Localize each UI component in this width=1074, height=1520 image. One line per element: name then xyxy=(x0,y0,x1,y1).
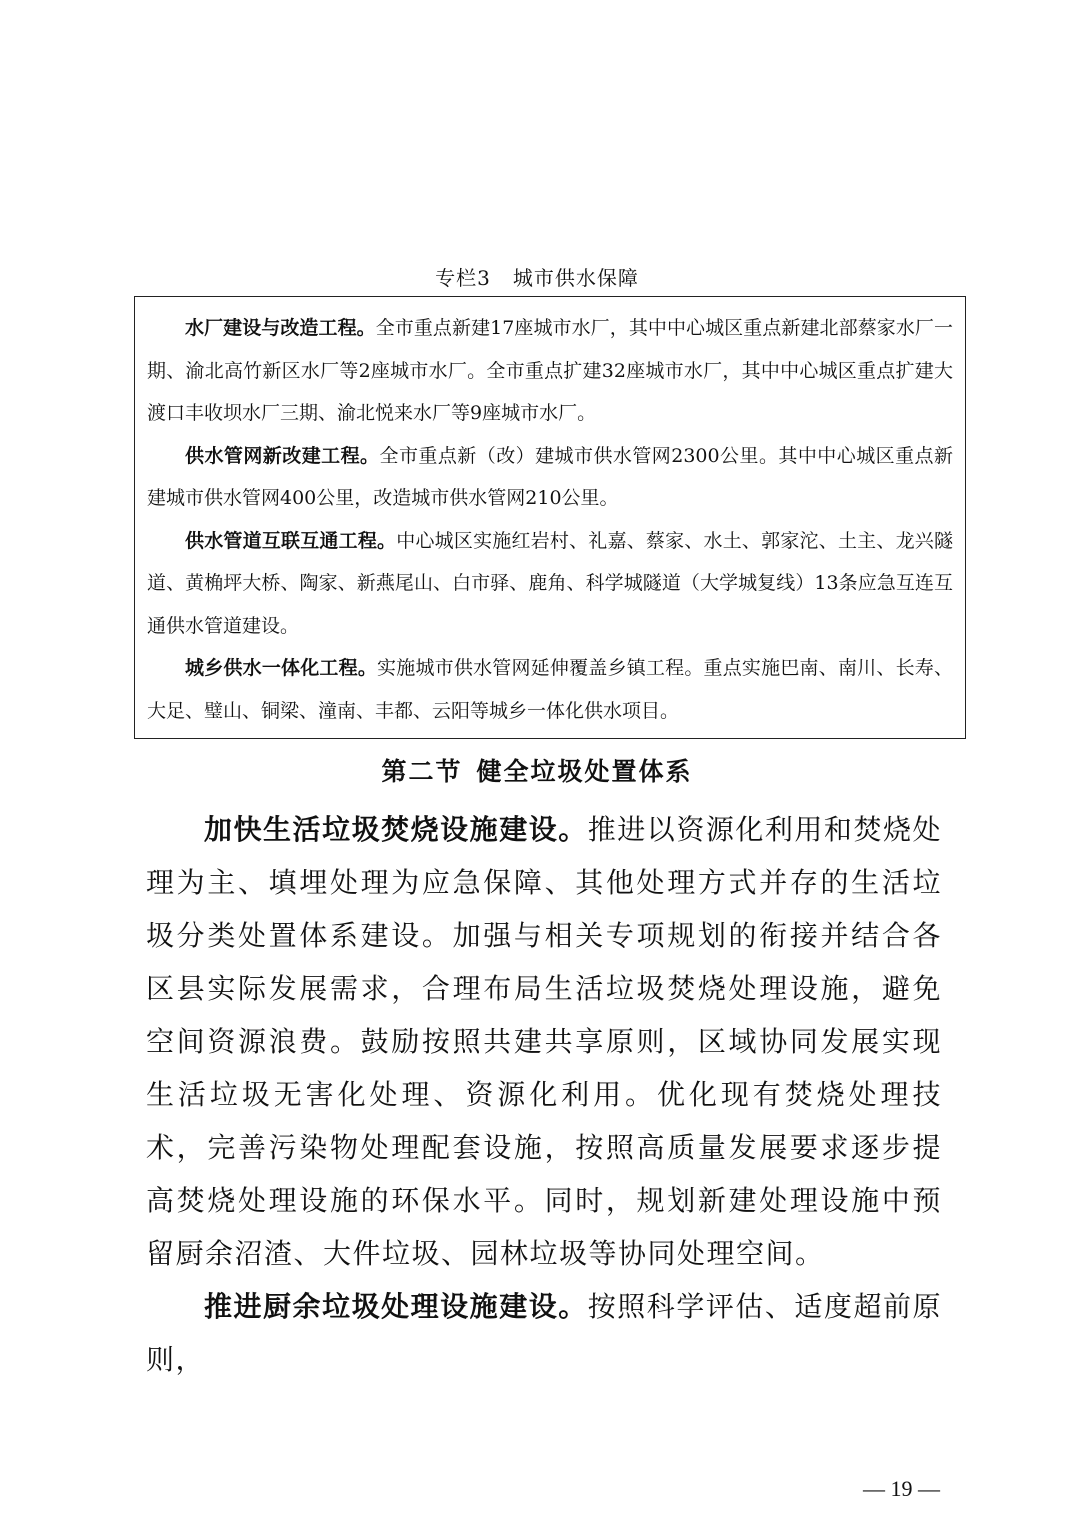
paragraph-lead: 加快生活垃圾焚烧设施建设。 xyxy=(204,813,588,846)
box-item-lead: 供水管道互联互通工程。 xyxy=(185,529,397,552)
box-item-text: 全市重点新建17座城市水厂，其中中心城区重点新建北部蔡家水厂一期、渝北高竹新区水厂等2座城市水厂。全市重点扩建32座城市水厂，其中中心城区重点扩建大渡口丰收坝水厂三期、渝北悦来水厂等9座城市水厂。 xyxy=(147,317,953,424)
box-item xyxy=(147,647,953,732)
box-item xyxy=(147,435,953,520)
box-item-lead: 供水管网新改建工程。 xyxy=(185,444,380,467)
paragraph xyxy=(146,803,942,1280)
info-box xyxy=(134,296,966,739)
box-item-text: 实施城市供水管网延伸覆盖乡镇工程。重点实施巴南、南川、长寿、大足、璧山、铜梁、潼南、丰都、云阳等城乡一体化供水项目。 xyxy=(147,657,953,722)
paragraph xyxy=(146,1280,942,1386)
paragraph-lead: 推进厨余垃圾处理设施建设。 xyxy=(204,1290,588,1323)
box-item-text: 中心城区实施红岩村、礼嘉、蔡家、水土、郭家沱、土主、龙兴隧道、黄桷坪大桥、陶家、新燕尾山、白市驿、鹿角、科学城隧道（大学城复线）13条应急互连互通供水管道建设。 xyxy=(147,529,953,637)
section-heading xyxy=(0,752,1074,788)
box-title-text: 城市供水保障 xyxy=(512,266,639,290)
box-item-text: 全市重点新（改）建城市供水管网2300公里。其中中心城区重点新建城市供水管网400公里，改造城市供水管网210公里。 xyxy=(147,444,953,509)
paragraph-text: 推进以资源化利用和焚烧处理为主、填埋处理为应急保障、其他处理方式并存的生活垃圾分类处置体系建设。加强与相关专项规划的衔接并结合各区县实际发展需求，合理布局生活垃圾焚烧处理设施，避免空间资源浪费。鼓励按照共建共享原则，区域协同发展实现生活垃圾无害化处理、资源化利用。优化现有焚烧处理技术，完善污染物处理配套设施，按照高质量发展要求逐步提高焚烧处理设施的环保水平。同时，规划新建处理设施中预留厨余沼渣、大件垃圾、园林垃圾等协同处理空间。 xyxy=(146,813,942,1270)
box-item xyxy=(147,520,953,648)
box-item-lead: 水厂建设与改造工程。 xyxy=(185,317,376,339)
box-item-lead: 城乡供水一体化工程。 xyxy=(185,657,378,679)
body-text xyxy=(146,803,942,1386)
paragraph-text: 按照科学评估、适度超前原则， xyxy=(146,1290,942,1376)
page-number: — 19 — xyxy=(863,1476,940,1501)
box-title xyxy=(0,262,1074,291)
box-item xyxy=(147,307,953,435)
section-number: 第二节 xyxy=(381,757,463,786)
section-title: 健全垃圾处置体系 xyxy=(476,757,693,786)
box-label: 专栏3 xyxy=(435,266,491,290)
